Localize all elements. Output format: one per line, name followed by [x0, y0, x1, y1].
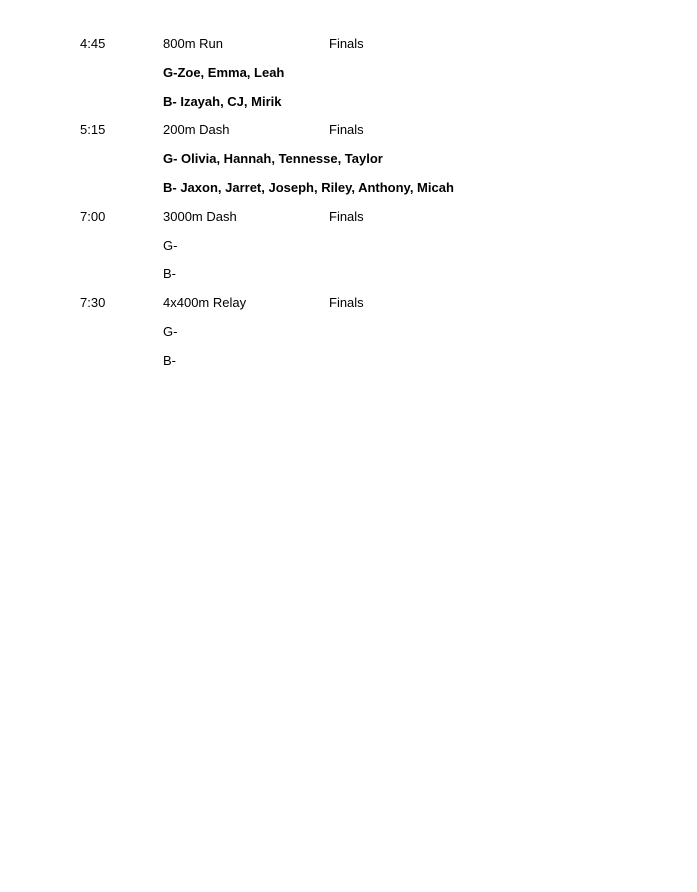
boys-entries-text: B- [163, 352, 176, 368]
boys-entries [80, 353, 660, 382]
girls-entries-text: G- [163, 237, 178, 253]
event-time: 7:30 [80, 295, 106, 311]
event-name: 3000m Dash [163, 208, 237, 224]
event-round: Finals [329, 122, 364, 138]
event-name: 800m Run [163, 36, 223, 51]
girls-entries [80, 151, 660, 180]
event-round: Finals [329, 295, 364, 311]
event-name: 4x400m Relay [163, 295, 247, 311]
event-row [80, 209, 660, 238]
girls-entries-text: G- [163, 323, 178, 339]
boys-entries [80, 94, 660, 123]
boys-entries [80, 266, 660, 295]
event-round: Finals [329, 208, 364, 224]
girls-entries-text: G-Zoe, Emma, Leah [163, 64, 285, 80]
event-row [80, 122, 660, 151]
boys-entries [80, 180, 660, 209]
event-round: Finals [329, 36, 364, 51]
event-time: 4:45 [80, 36, 106, 51]
event-row [80, 295, 660, 324]
girls-entries [80, 324, 660, 353]
event-row [80, 36, 660, 65]
girls-entries [80, 238, 660, 267]
event-time: 7:00 [80, 208, 106, 224]
girls-entries-text: G- Olivia, Hannah, Tennesse, Taylor [163, 151, 383, 167]
event-schedule [80, 36, 660, 382]
boys-entries-text: B- Jaxon, Jarret, Joseph, Riley, Anthony, Micah [163, 179, 454, 195]
event-time: 5:15 [80, 122, 106, 138]
boys-entries-text: B- [163, 266, 176, 282]
girls-entries [80, 65, 660, 94]
boys-entries-text: B- Izayah, CJ, Mirik [163, 93, 282, 109]
event-name: 200m Dash [163, 122, 230, 138]
